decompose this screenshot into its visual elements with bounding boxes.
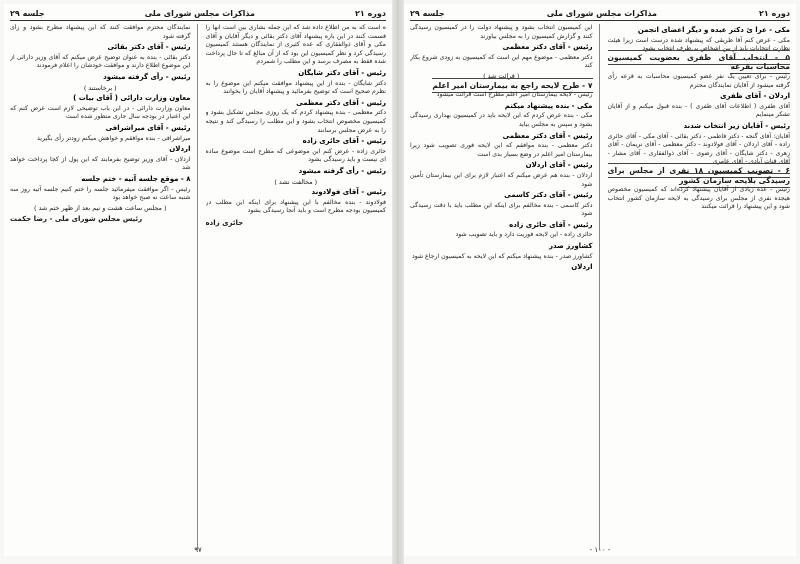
paragraph: مکی - بنده عرض کردم که این لایحه باید در کمیسیون بهداری رسیدگی بشود و سپس به مجلس بیاید [410, 112, 593, 128]
paragraph: حائری زاده - این لایحه فوریت دارد و باید تصویب شود [455, 231, 593, 239]
right-page-header [410, 6, 790, 21]
speaker-heading: رئیس - رأی گرفته میشود [103, 72, 191, 81]
speaker-heading: ۸ - موقع جلسه آتیه - ختم جلسه [81, 174, 191, 183]
speaker-heading: اردلان - آقای ظفری [720, 92, 790, 101]
section-title: ۶ - تصویب کمیسیون ۱۸ نفری از مجلس برای رسیدگی بلایحه سازمان کشور [608, 163, 791, 188]
paragraph: دکتر معظمی - بنده موافقم که این لایحه فوری تصویب شود زیرا بیمارستان امیر اعلم در وضع بسیار بدی است [410, 142, 593, 158]
paragraph: رئیس - لایحه بیمارستان امیر اعلم مطرح است قرائت میشود [436, 91, 593, 99]
left-page-number: ۹۷ [194, 546, 202, 554]
paragraph: نمایندگان محترم موافقت کنند که این پیشنهاد مطرح بشود و رأی گرفته شود [10, 24, 191, 40]
parenthetical-note: ( مجلس ساعت هشت و نیم بعد از ظهر ختم شد ) [34, 203, 167, 212]
parenthetical-note: ( قرائت شد ) [483, 71, 520, 80]
paragraph: دکتر معظمی - بنده پیشنهاد کردم که یک روزی مجلس تشکیل بشود و کمیسیون مخصوص انتخاب بشود و این مطلب را رسیدگی کند و نتیجه را به عرض مجلس برسانند [205, 109, 386, 134]
speaker-heading: رئیس - آقای میراشرافی [105, 123, 191, 132]
section-title: ۷ - طرح لایحه راجع به بیمارستان امیر اعلم [432, 78, 592, 93]
right-page-number: - ۱۰۰ - [589, 546, 611, 554]
left-header-title: مذاکرات مجلس شورای ملی [144, 8, 255, 18]
speaker-heading: رئیس - آقای فولادوند [311, 188, 386, 197]
speaker-heading: اردلان [169, 145, 191, 154]
left-page [4, 4, 392, 556]
paragraph: مکی - عرض کنم آقا طریقی که پیشنهاد شده درست است زیرا هیئت نظارت انتخابات باید از بین اشخاص بی‌طرف انتخاب بشود [607, 36, 790, 53]
speaker-heading: رئیس - آقای حائری زاده [509, 220, 593, 229]
parenthetical-note: ( مخالفت نشد ) [274, 177, 318, 186]
speaker-heading: رئیس - آقای دکتر معظمی [502, 43, 593, 52]
paragraph: رئیس - برای تعیین یک نفر عضو کمیسیون محاسبات به قرعه رأی گرفته میشود از آقایان نمایندگان محترم [607, 72, 790, 89]
paragraph: دکتر شایگان - بنده از این پیشنهاد موافقت میکنم این موضوع را به نظرم صحیح است که توضیح بفرمائید و پیشنهاد آقایان را بخوانند [205, 79, 386, 96]
paragraph: دکتر کاسمی - بنده مخالفم برای اینکه این مطلب باید با دقت رسیدگی شود [410, 201, 593, 218]
speaker-heading: رئیس - آقای دکتر معظمی [296, 98, 386, 107]
paragraph: رئیس - عده زیادی از آقایان پیشنهاد کرده‌اند که کمیسیون مخصوص هیجده نفری از مجلس برای رسیدگی به لایحه سازمان کشور انتخاب شود و این پیشنهاد را قرائت میکنند [607, 186, 790, 211]
speaker-heading: کشاورز صدر [548, 242, 593, 251]
paragraph: حائری زاده - عرض کنم این موضوعی که مطرح است موضوع ساده ای نیست و باید رسیدگی بشود [205, 147, 386, 164]
paragraph: معاون وزارت دارائی - در این باب توضیحی لازم است عرض کنم که این اعتبار در بودجه سال جاری منظور شده است [10, 104, 191, 121]
speaker-heading: رئیس - رأی گرفته میشود [298, 166, 386, 175]
right-page-column-right [608, 24, 791, 550]
paragraph: دکتر بقائی - بنده به عنوان توضیح عرض میکنم که آقای وزیر دارائی از این موضوع اطلاع دارند و موافقت خودشان را اعلام فرمودند [10, 53, 191, 70]
signature: رئیس مجلس شورای ملی - رضا حکمت [10, 215, 143, 224]
speaker-heading: مکی - بنده پیشنهاد میکنم [504, 101, 593, 110]
right-header-title: مذاکرات مجلس شورای ملی [546, 8, 657, 18]
left-page-column-left [10, 24, 198, 550]
left-header-session-right: دوره ۲۱ [355, 8, 386, 18]
right-header-session-left: جلسه ۲۹ [410, 8, 445, 18]
paragraph: میراشرافی - بنده موافقم و خواهش میکنم زودتر رأی بگیرید [37, 134, 191, 142]
paragraph: آقایان: آقای گنجه - دکتر فاطمی - دکتر بقائی - آقای مکی - آقای حائری زاده - آقای اردلان - آقای فولادوند - دکتر معظمی - آقای نریمان - آقای زهری - دکتر شایگان - آقای رضوی - آقای ذوالفقاری - آقای مشار - آقای قنات آبادی - آقای عامری [607, 132, 790, 166]
paragraph: اردلان - آقای وزیر توضیح بفرمایند که این پول از کجا پرداخت خواهد شد [10, 155, 191, 172]
right-page [404, 4, 796, 556]
speaker-heading: رئیس - آقای دکتر بقائی [107, 43, 191, 52]
paragraph: ه است که به من اطلاع داده شد که این جمله بشاری بين است آنها را قسمت کنند در این باره پیشنهاد آقای دکتر بقائی و دیگر آقایان و آقای مکی و آقای ذوالفقاری که عده کثیری از نمایندگان هستند کمیسیون رسیدگی کرد و نظر کمیسیون این بود که از آن مبالغ که تا حال پرداخت شده فقط به مصرف برسد و این مطلب را شمردم [205, 24, 386, 66]
speaker-heading: معاون وزارت دارائی ( آقای بیات ) [73, 94, 191, 103]
signature: حائری زاده [205, 218, 244, 227]
paragraph: فولادوند - بنده مخالفم با این پیشنهاد برای اینکه این مطلب در کمیسیون بودجه مطرح است و باید آنجا رسیدگی بشود [205, 198, 386, 215]
speaker-heading: رئیس - آقای دکتر کاسمی [504, 191, 593, 200]
paragraph: آقای ظفری ( اطلاعات آقای ظفری ) - بنده قبول میکنم و از آقایان تشکر مینمایم [607, 102, 790, 119]
speaker-heading: اردلان [571, 263, 593, 272]
speaker-heading: رئیس - آقای دکتر معظمی [502, 131, 593, 140]
parenthetical-note: ( برخاستند ) [83, 83, 117, 92]
right-header-session-right: دوره ۲۱ [759, 8, 790, 18]
section-title: ۵ - انتخاب آقای ظفری بعضویت کمیسیون محاسبات بقرعه [608, 50, 791, 75]
speaker-heading: رئیس - آقای اردلان [525, 161, 593, 170]
book-gutter [392, 0, 404, 564]
right-page-column-left [410, 24, 600, 550]
paragraph: این کمیسیون انتخاب بشود و پیشنهاد دولت را در کمیسیون رسیدگی کنند و گزارش کمیسیون را به مجلس بیاورند [410, 24, 593, 40]
paragraph: کشاورز صدر - بنده پیشنهاد میکنم که این لایحه به کمیسیون ارجاع شود [411, 252, 593, 260]
speaker-heading: رئیس - آقای دکتر شایگان [298, 68, 386, 77]
paragraph: دکتر معظمی - موضوع مهم این است که کمیسیون به زودی شروع بکار کند [410, 53, 593, 70]
left-page-header [10, 6, 386, 21]
paragraph: اردلان - بنده هم عرض میکنم که اعتبار لازم برای این بیمارستان تأمین شود [410, 171, 593, 188]
speaker-heading: رئیس - آقای حائری زاده [302, 137, 386, 146]
left-page-column-right [206, 24, 387, 550]
left-header-session-left: جلسه ۲۹ [10, 8, 45, 18]
paragraph: رئیس - اگر موافقت میفرمائید جلسه را ختم کنیم جلسه آتیه روز سه شنبه ساعت نه صبح خواهد بود [10, 185, 191, 202]
speaker-heading: مکی - عرا ئ دکتر عبده و دیگر اعضای انجمن [637, 26, 790, 34]
speaker-heading: رئیس - آقایان زیر انتخاب شدند [683, 121, 790, 130]
